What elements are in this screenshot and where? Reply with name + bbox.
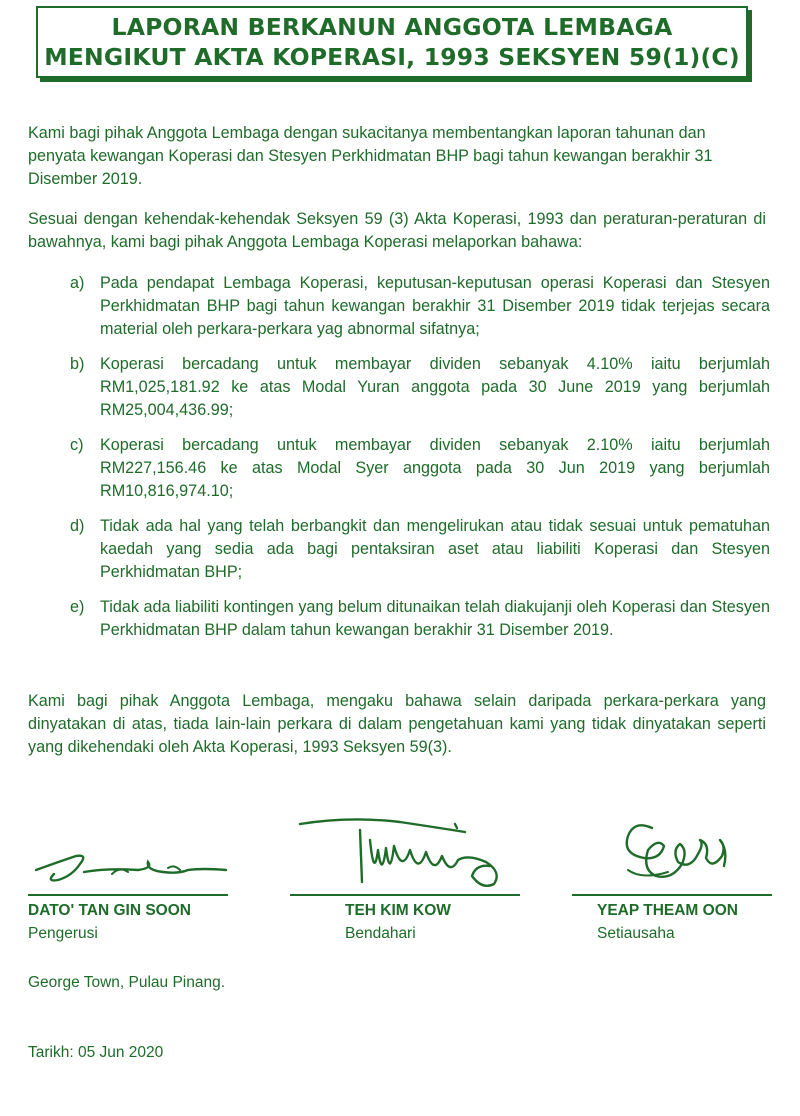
signature-chairman bbox=[28, 810, 228, 894]
list-item-marker: a) bbox=[70, 274, 85, 292]
date-text: Tarikh: 05 Jun 2020 bbox=[28, 1044, 164, 1061]
list-item-marker: d) bbox=[70, 517, 85, 535]
report-title-line-1: LAPORAN BERKANUN ANGGOTA LEMBAGA bbox=[111, 13, 673, 41]
list-item-text: Tidak ada liabiliti kontingen yang belum ditunaikan telah diakujanji oleh Koperasi dan Stesyen Perkhidmatan BHP dalam tahun kewangan berakhir 31 Disember 2019. bbox=[100, 598, 770, 639]
signatory-secretary bbox=[572, 810, 772, 943]
signatory-chairman bbox=[28, 810, 228, 943]
signatory-role: Pengerusi bbox=[28, 925, 98, 942]
statement-list bbox=[70, 272, 770, 654]
list-item-marker: b) bbox=[70, 355, 85, 373]
signature-line bbox=[290, 894, 520, 896]
location-text: George Town, Pulau Pinang. bbox=[28, 974, 226, 991]
list-item-marker: e) bbox=[70, 598, 85, 616]
list-item-text: Koperasi bercadang untuk membayar dividen sebanyak 2.10% iaitu berjumlah RM227,156.46 ke atas Modal Syer anggota pada 30 Jun 2019 yang berjumlah RM10,816,974.10; bbox=[100, 436, 770, 500]
list-item-text: Pada pendapat Lembaga Koperasi, keputusan-keputusan operasi Koperasi dan Stesyen Perkhidmatan BHP bagi tahun kewangan berakhir 31 Disember 2019 tidak terjejas secara material oleh perkara-perkara yag abnormal sifatnya; bbox=[100, 274, 770, 338]
intro-paragraph: Kami bagi pihak Anggota Lembaga dengan sukacitanya membentangkan laporan tahunan dan penyata kewangan Koperasi dan Stesyen Perkhidmatan BHP bagi tahun kewangan berakhir 31 Disember 2019. bbox=[28, 124, 713, 188]
report-title-line-2: MENGIKUT AKTA KOPERASI, 1993 SEKSYEN 59(1)(C) bbox=[44, 43, 740, 71]
signatory-name: DATO' TAN GIN SOON bbox=[28, 902, 191, 919]
signature-secretary bbox=[572, 810, 772, 894]
signature-line bbox=[28, 894, 228, 896]
preamble-paragraph: Sesuai dengan kehendak-kehendak Seksyen 59 (3) Akta Koperasi, 1993 dan peraturan-peraturan di bawahnya, kami bagi pihak Anggota Lembaga Koperasi melaporkan bahawa: bbox=[28, 210, 766, 251]
closing-paragraph: Kami bagi pihak Anggota Lembaga, mengaku bahawa selain daripada perkara-perkara yang dinyatakan di atas, tiada lain-lain perkara di dalam pengetahuan kami yang tidak dinyatakan seperti yang dikehendaki oleh Akta Koperasi, 1993 Seksyen 59(3). bbox=[28, 692, 766, 756]
list-item-marker: c) bbox=[70, 436, 84, 454]
signatory-name: YEAP THEAM OON bbox=[597, 902, 738, 919]
signature-treasurer bbox=[290, 810, 520, 894]
list-item bbox=[70, 353, 770, 422]
list-item-text: Tidak ada hal yang telah berbangkit dan mengelirukan atau tidak sesuai untuk pematuhan kaedah yang sedia ada bagi pentaksiran aset atau liabiliti Koperasi dan Stesyen Perkhidmatan BHP; bbox=[100, 517, 770, 581]
signatory-name: TEH KIM KOW bbox=[345, 902, 451, 919]
list-item bbox=[70, 515, 770, 584]
list-item bbox=[70, 596, 770, 642]
signatory-treasurer bbox=[290, 810, 520, 943]
report-title-box bbox=[36, 6, 748, 78]
list-item-text: Koperasi bercadang untuk membayar dividen sebanyak 4.10% iaitu berjumlah RM1,025,181.92 ke atas Modal Yuran anggota pada 30 June 2019 yang berjumlah RM25,004,436.99; bbox=[100, 355, 770, 419]
signature-line bbox=[572, 894, 772, 896]
list-item bbox=[70, 434, 770, 503]
signatory-role: Setiausaha bbox=[597, 925, 675, 942]
list-item bbox=[70, 272, 770, 341]
signatory-role: Bendahari bbox=[345, 925, 416, 942]
